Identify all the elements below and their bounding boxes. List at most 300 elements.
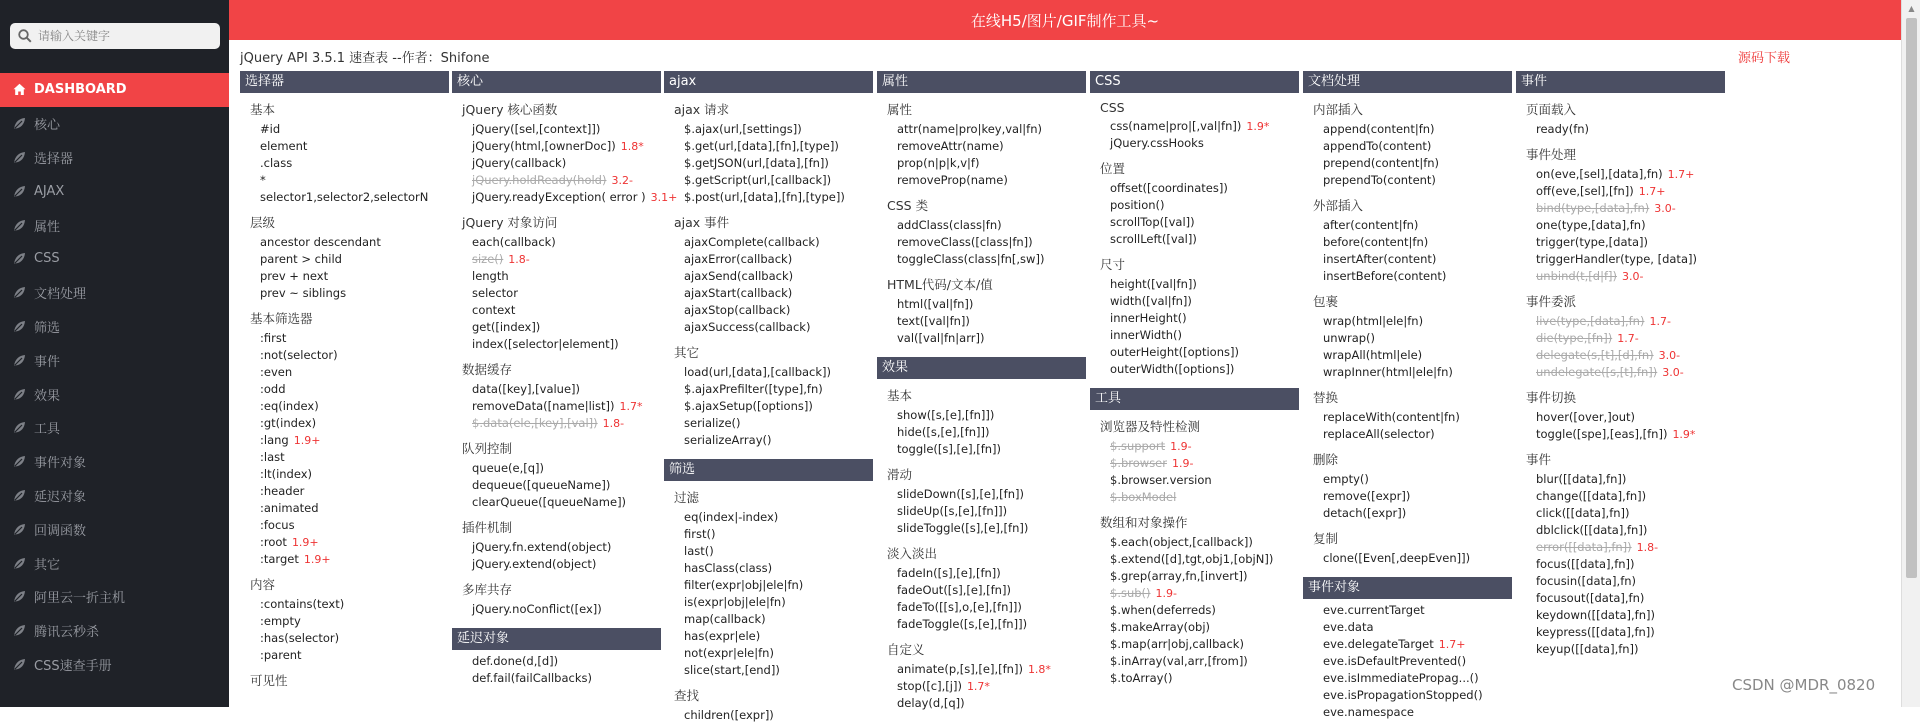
api-item-text[interactable]: dequeue([queueName]) [472,478,611,492]
api-item-text[interactable]: hover([over,]out) [1536,410,1636,424]
api-item[interactable] [1303,619,1512,636]
api-item-text[interactable]: jQuery(callback) [472,156,567,170]
api-item[interactable] [664,302,873,319]
api-item[interactable] [1090,551,1299,568]
api-item-text[interactable]: last() [684,544,714,558]
api-item[interactable] [240,251,449,268]
api-item[interactable] [240,596,449,613]
api-item-text[interactable]: slideUp([s,[e],[fn]]) [897,504,1008,518]
api-item-text[interactable]: error([[data],fn]) [1536,540,1632,554]
api-item-text[interactable]: focusin([data],fn) [1536,574,1637,588]
api-item[interactable] [240,517,449,534]
api-item-text[interactable]: attr(name|pro|key,val|fn) [897,122,1042,136]
api-item-text[interactable]: .class [260,156,293,170]
api-item-text[interactable]: ajaxSuccess(callback) [684,320,811,334]
api-item[interactable] [452,601,661,618]
api-item[interactable] [1516,556,1725,573]
api-item[interactable] [1090,231,1299,248]
api-item[interactable] [240,189,449,206]
api-item-text[interactable]: $.when(deferreds) [1110,603,1216,617]
sidebar-item-14[interactable] [0,546,229,580]
api-item-text[interactable]: $.get(url,[data],[fn],[type]) [684,139,839,153]
api-item-text[interactable]: :root [260,535,287,549]
api-item-text[interactable]: jQuery(html,[ownerDoc]) [472,139,616,153]
api-item[interactable] [1303,234,1512,251]
api-item-text[interactable]: click([[data],fn]) [1536,506,1630,520]
api-item-text[interactable]: removeAttr(name) [897,139,1004,153]
api-item[interactable] [1516,624,1725,641]
api-item[interactable] [452,121,661,138]
api-item-text[interactable]: focus([[data],fn]) [1536,557,1635,571]
api-item[interactable] [664,398,873,415]
api-item-text[interactable]: stop([c],[j]) [897,679,962,693]
api-item-text[interactable]: $.ajaxPrefilter([type],fn) [684,382,823,396]
sidebar-item-2[interactable] [0,141,229,175]
sidebar-item-1[interactable] [0,107,229,141]
sidebar-item-8[interactable] [0,343,229,377]
api-item[interactable] [1090,197,1299,214]
api-item[interactable] [1516,539,1725,556]
sidebar-item-12[interactable] [0,479,229,513]
api-item-text[interactable]: focusout([data],fn) [1536,591,1645,605]
api-item-text[interactable]: on(eve,[sel],[data],fn) [1536,167,1663,181]
api-item[interactable] [877,678,1086,695]
api-item[interactable] [1090,636,1299,653]
top-banner-title[interactable]: 在线H5/图片/GIF制作工具~ [970,11,1160,30]
api-item-text[interactable]: fadeTo([[s],o,[e],[fn]]) [897,600,1022,614]
api-item[interactable] [1303,313,1512,330]
api-item-text[interactable]: ancestor descendant [260,235,381,249]
api-item-text[interactable]: * [260,173,266,187]
api-item[interactable] [240,613,449,630]
api-item[interactable] [664,155,873,172]
api-item-text[interactable]: undelegate([s,[t],fn]) [1536,365,1658,379]
api-item-text[interactable]: :has(selector) [260,631,340,645]
api-item[interactable] [877,520,1086,537]
api-item[interactable] [1516,573,1725,590]
api-item[interactable] [1303,347,1512,364]
api-item-text[interactable]: trigger(type,[data]) [1536,235,1649,249]
api-item-text[interactable]: prev + next [260,269,329,283]
api-item[interactable] [1516,166,1725,183]
api-item-text[interactable]: slideToggle([s],[e],[fn]) [897,521,1029,535]
api-item[interactable] [1090,602,1299,619]
api-item-text[interactable]: clearQueue([queueName]) [472,495,627,509]
api-item-text[interactable]: ready(fn) [1536,122,1590,136]
api-item-text[interactable]: context [472,303,516,317]
api-item[interactable] [877,407,1086,424]
api-item-text[interactable]: one(type,[data],fn) [1536,218,1646,232]
api-item[interactable] [1303,172,1512,189]
api-item-text[interactable]: :focus [260,518,295,532]
search-input[interactable] [38,29,198,43]
api-item-text[interactable]: remove([expr]) [1323,489,1411,503]
api-item[interactable] [240,364,449,381]
api-item[interactable] [240,347,449,364]
api-item-text[interactable]: toggle([s],[e],[fn]) [897,442,1002,456]
api-item[interactable] [452,477,661,494]
api-item-text[interactable]: :gt(index) [260,416,317,430]
api-item[interactable] [1516,471,1725,488]
api-item[interactable] [1090,489,1299,506]
api-item[interactable] [1516,200,1725,217]
api-item[interactable] [452,189,678,206]
api-item[interactable] [1090,534,1299,551]
api-item-text[interactable]: jQuery.fn.extend(object) [472,540,612,554]
api-item-text[interactable]: prop(n|p|k,v|f) [897,156,980,170]
api-item-text[interactable]: unwrap() [1323,331,1376,345]
api-item-text[interactable]: replaceAll(selector) [1323,427,1435,441]
api-item[interactable] [877,217,1086,234]
api-item-text[interactable]: keydown([[data],fn]) [1536,608,1655,622]
api-item[interactable] [240,330,449,347]
api-item-text[interactable]: serializeArray() [684,433,772,447]
api-item-text[interactable]: jQuery.readyException( error ) [472,190,646,204]
api-item[interactable] [664,662,873,679]
api-item-text[interactable]: outerHeight([options]) [1110,345,1239,359]
api-item-text[interactable]: $.support [1110,439,1166,453]
api-item-text[interactable]: is(expr|obj|ele|fn) [684,595,786,609]
api-item-text[interactable]: $.post(url,[data],[fn],[type]) [684,190,845,204]
api-item[interactable] [877,155,1086,172]
api-item-text[interactable]: $.getJSON(url,[data],[fn]) [684,156,829,170]
api-item[interactable] [664,251,873,268]
sidebar-item-11[interactable] [0,445,229,479]
api-item-text[interactable]: removeClass([class|fn]) [897,235,1033,249]
sidebar-item-5[interactable] [0,242,229,276]
api-item-text[interactable]: before(content|fn) [1323,235,1429,249]
api-item[interactable] [877,330,1086,347]
api-item[interactable] [1090,472,1299,489]
sidebar-item-0[interactable] [0,73,229,107]
api-item[interactable] [1303,602,1512,619]
api-item-text[interactable]: jQuery([sel,[context]]) [472,122,601,136]
api-item[interactable] [1516,505,1725,522]
api-item-text[interactable]: each(callback) [472,235,556,249]
api-item[interactable] [452,302,661,319]
api-item-text[interactable]: scrollLeft([val]) [1110,232,1197,246]
api-item[interactable] [664,285,873,302]
api-item[interactable] [240,551,449,568]
api-item[interactable] [1303,364,1512,381]
api-item[interactable] [1090,455,1299,472]
api-item[interactable] [664,509,873,526]
api-item[interactable] [1516,590,1725,607]
api-item[interactable] [452,172,661,189]
api-item-text[interactable]: unbind(t,[d|f]) [1536,269,1617,283]
api-item[interactable] [664,138,873,155]
api-item[interactable] [877,486,1086,503]
api-item[interactable] [452,319,661,336]
api-item[interactable] [664,560,873,577]
api-item-text[interactable]: bind(type,[data],fn) [1536,201,1650,215]
api-item-text[interactable]: slice(start,[end]) [684,663,780,677]
api-item[interactable] [452,494,661,511]
api-item-text[interactable]: val([val|fn|arr]) [897,331,985,345]
api-item[interactable] [1090,276,1299,293]
api-item-text[interactable]: prev ~ siblings [260,286,347,300]
api-item[interactable] [240,449,449,466]
api-item-text[interactable]: eve.isImmediatePropag...() [1323,671,1479,685]
api-item-text[interactable]: children([expr]) [684,708,774,722]
api-item-text[interactable]: jQuery.extend(object) [472,557,597,571]
api-item[interactable] [240,155,449,172]
api-item[interactable] [452,381,661,398]
api-item-text[interactable]: html([val|fn]) [897,297,974,311]
api-item[interactable] [1516,347,1725,364]
api-item-text[interactable]: ajaxStop(callback) [684,303,791,317]
api-item[interactable] [1303,550,1512,567]
api-item[interactable] [664,432,873,449]
api-item[interactable] [877,296,1086,313]
api-item[interactable] [452,234,661,251]
source-download-link[interactable]: 源码下载 [1738,51,1791,66]
api-item-text[interactable]: load(url,[data],[callback]) [684,365,832,379]
api-item-text[interactable]: first() [684,527,716,541]
top-banner[interactable] [229,0,1901,40]
api-item-text[interactable]: size() [472,252,504,266]
api-item-text[interactable]: eve.data [1323,620,1374,634]
api-item[interactable] [877,695,1086,712]
api-item[interactable] [1303,217,1512,234]
sidebar-item-17[interactable] [0,648,229,682]
api-item-text[interactable]: show([s,[e],[fn]]) [897,408,995,422]
api-item-text[interactable]: triggerHandler(type, [data]) [1536,252,1697,266]
sidebar-item-3[interactable] [0,174,229,208]
api-item-text[interactable]: toggleClass(class|fn[,sw]) [897,252,1045,266]
api-item[interactable] [664,381,873,398]
api-item-text[interactable]: wrapInner(html|ele|fn) [1323,365,1453,379]
api-item-text[interactable]: innerHeight() [1110,311,1187,325]
sidebar-item-7[interactable] [0,310,229,344]
api-item-text[interactable]: :even [260,365,293,379]
api-item-text[interactable]: dblclick([[data],fn]) [1536,523,1648,537]
api-item-text[interactable]: hasClass(class) [684,561,773,575]
api-item[interactable] [240,534,449,551]
api-item-text[interactable]: appendTo(content) [1323,139,1432,153]
sidebar-item-16[interactable] [0,614,229,648]
api-item[interactable] [664,172,873,189]
api-item-text[interactable]: keyup([[data],fn]) [1536,642,1639,656]
api-item[interactable] [1090,653,1299,670]
sidebar-item-15[interactable] [0,580,229,614]
api-item-text[interactable]: live(type,[data],fn) [1536,314,1645,328]
api-item[interactable] [240,647,449,664]
api-item-text[interactable]: get([index]) [472,320,541,334]
api-item-text[interactable]: eve.isPropagationStopped() [1323,688,1483,702]
api-item-text[interactable]: def.fail(failCallbacks) [472,671,592,685]
api-item[interactable] [1516,364,1725,381]
vertical-scrollbar[interactable] [1901,0,1920,707]
api-item-text[interactable]: animate(p,[s],[e],[fn]) [897,662,1023,676]
api-item-text[interactable]: eq(index|-index) [684,510,779,524]
api-item-text[interactable]: :lt(index) [260,467,313,481]
api-item-text[interactable]: toggle([spe],[eas],[fn]) [1536,427,1668,441]
api-item[interactable] [1516,522,1725,539]
api-item[interactable] [664,189,873,206]
api-item-text[interactable]: hide([s,[e],[fn]]) [897,425,990,439]
api-item-text[interactable]: ajaxStart(callback) [684,286,793,300]
api-item[interactable] [240,234,449,251]
api-item-text[interactable]: not(expr|ele|fn) [684,646,774,660]
api-item[interactable] [240,285,449,302]
api-item-text[interactable]: :lang [260,433,289,447]
api-item[interactable] [877,661,1086,678]
api-item[interactable] [1090,327,1299,344]
api-item-text[interactable]: scrollTop([val]) [1110,215,1195,229]
api-item-text[interactable]: innerWidth() [1110,328,1182,342]
api-item[interactable] [452,268,661,285]
api-item[interactable] [664,707,873,724]
api-item-text[interactable]: addClass(class|fn) [897,218,1002,232]
api-item-text[interactable]: index([selector|element]) [472,337,619,351]
api-item[interactable] [664,543,873,560]
api-item-text[interactable]: prependTo(content) [1323,173,1436,187]
api-item-text[interactable]: queue(e,[q]) [472,461,545,475]
api-item[interactable] [664,594,873,611]
api-item[interactable] [664,415,873,432]
api-item[interactable] [1303,687,1512,704]
api-item[interactable] [1303,670,1512,687]
api-item[interactable] [1303,251,1512,268]
api-item[interactable] [664,628,873,645]
api-item[interactable] [1303,488,1512,505]
api-item-text[interactable]: jQuery.noConflict([ex]) [472,602,602,616]
api-item[interactable] [664,121,873,138]
api-item-text[interactable]: $.extend([d],tgt,obj1,[objN]) [1110,552,1274,566]
api-item[interactable] [452,336,661,353]
api-item[interactable] [1303,704,1512,721]
api-item-text[interactable]: position() [1110,198,1165,212]
api-item-text[interactable]: :target [260,552,299,566]
api-item[interactable] [1303,471,1512,488]
api-item-text[interactable]: slideDown([s],[e],[fn]) [897,487,1024,501]
api-item[interactable] [877,172,1086,189]
api-item-text[interactable]: off(eve,[sel],[fn]) [1536,184,1634,198]
api-item-text[interactable]: $.ajaxSetup([options]) [684,399,813,413]
api-item-text[interactable]: data([key],[value]) [472,382,581,396]
api-item[interactable] [240,121,449,138]
api-item[interactable] [877,138,1086,155]
sidebar-item-9[interactable] [0,377,229,411]
api-item-text[interactable]: :last [260,450,285,464]
api-item[interactable] [877,503,1086,520]
api-item[interactable] [1516,330,1725,347]
api-item-text[interactable]: $.data(ele,[key],[val]) [472,416,598,430]
api-item[interactable] [1090,118,1299,135]
api-item[interactable] [452,285,661,302]
api-item-text[interactable]: ajaxSend(callback) [684,269,794,283]
api-item[interactable] [1516,313,1725,330]
sidebar-item-10[interactable] [0,411,229,445]
api-item[interactable] [664,234,873,251]
api-item-text[interactable]: detach([expr]) [1323,506,1407,520]
api-item[interactable] [1090,310,1299,327]
api-item-text[interactable]: outerWidth([options]) [1110,362,1235,376]
api-item-text[interactable]: replaceWith(content|fn) [1323,410,1460,424]
api-item[interactable] [1090,293,1299,310]
api-item[interactable] [1516,183,1725,200]
api-item[interactable] [240,432,449,449]
api-item-text[interactable]: offset([coordinates]) [1110,181,1228,195]
api-item-text[interactable]: jQuery.holdReady(hold) [472,173,607,187]
api-item-text[interactable]: die(type,[fn]) [1536,331,1613,345]
api-item[interactable] [1303,330,1512,347]
api-item-text[interactable]: #id [260,122,281,136]
api-item[interactable] [877,582,1086,599]
api-item-text[interactable]: eve.currentTarget [1323,603,1425,617]
api-item[interactable] [240,483,449,500]
api-item-text[interactable]: after(content|fn) [1323,218,1419,232]
api-item-text[interactable]: insertBefore(content) [1323,269,1447,283]
api-item[interactable] [240,630,449,647]
api-item-text[interactable]: $.inArray(val,arr,[from]) [1110,654,1248,668]
search-box[interactable] [10,23,220,49]
api-item[interactable] [1303,155,1512,172]
api-item[interactable] [1516,268,1725,285]
api-item[interactable] [1090,585,1299,602]
api-item-text[interactable]: map(callback) [684,612,766,626]
api-item[interactable] [664,611,873,628]
api-item[interactable] [1303,653,1512,670]
sidebar-item-13[interactable] [0,512,229,546]
api-item-text[interactable]: parent > child [260,252,342,266]
api-item[interactable] [1090,568,1299,585]
api-item-text[interactable]: fadeToggle([s,[e],[fn]]) [897,617,1028,631]
api-item-text[interactable]: def.done(d,[d]) [472,654,559,668]
api-item-text[interactable]: $.toArray() [1110,671,1173,685]
api-item[interactable] [1516,426,1725,443]
api-item-text[interactable]: $.ajax(url,[settings]) [684,122,802,136]
api-item-text[interactable]: eve.namespace [1323,705,1414,719]
api-item-text[interactable]: blur([[data],fn]) [1536,472,1627,486]
api-item-text[interactable]: $.sub() [1110,586,1151,600]
api-item-text[interactable]: :eq(index) [260,399,319,413]
api-item-text[interactable]: $.boxModel [1110,490,1177,504]
api-item-text[interactable]: :header [260,484,305,498]
api-item[interactable] [452,251,661,268]
api-item[interactable] [452,556,661,573]
api-item[interactable] [1090,670,1299,687]
api-item[interactable] [664,268,873,285]
api-item[interactable] [452,415,661,432]
api-item[interactable] [1516,488,1725,505]
api-item-text[interactable]: selector [472,286,518,300]
api-item[interactable] [240,415,449,432]
api-item-text[interactable]: ajaxComplete(callback) [684,235,820,249]
api-item-text[interactable]: length [472,269,509,283]
api-item-text[interactable]: change([[data],fn]) [1536,489,1647,503]
api-item-text[interactable]: selector1,selector2,selectorN [260,190,429,204]
api-item[interactable] [664,526,873,543]
api-item-text[interactable]: removeData([name|list]) [472,399,615,413]
api-item-text[interactable]: has(expr|ele) [684,629,761,643]
api-item-text[interactable]: :odd [260,382,286,396]
api-item[interactable] [1303,268,1512,285]
api-item[interactable] [877,565,1086,582]
api-item[interactable] [452,460,661,477]
api-item[interactable] [877,599,1086,616]
api-item-text[interactable]: $.browser [1110,456,1167,470]
api-item-text[interactable]: $.getScript(url,[callback]) [684,173,832,187]
api-item[interactable] [664,319,873,336]
api-item[interactable] [240,172,449,189]
api-item[interactable] [1516,217,1725,234]
api-item-text[interactable]: $.grep(array,fn,[invert]) [1110,569,1248,583]
api-item[interactable] [240,138,449,155]
api-item[interactable] [1090,135,1299,152]
api-item[interactable] [240,268,449,285]
